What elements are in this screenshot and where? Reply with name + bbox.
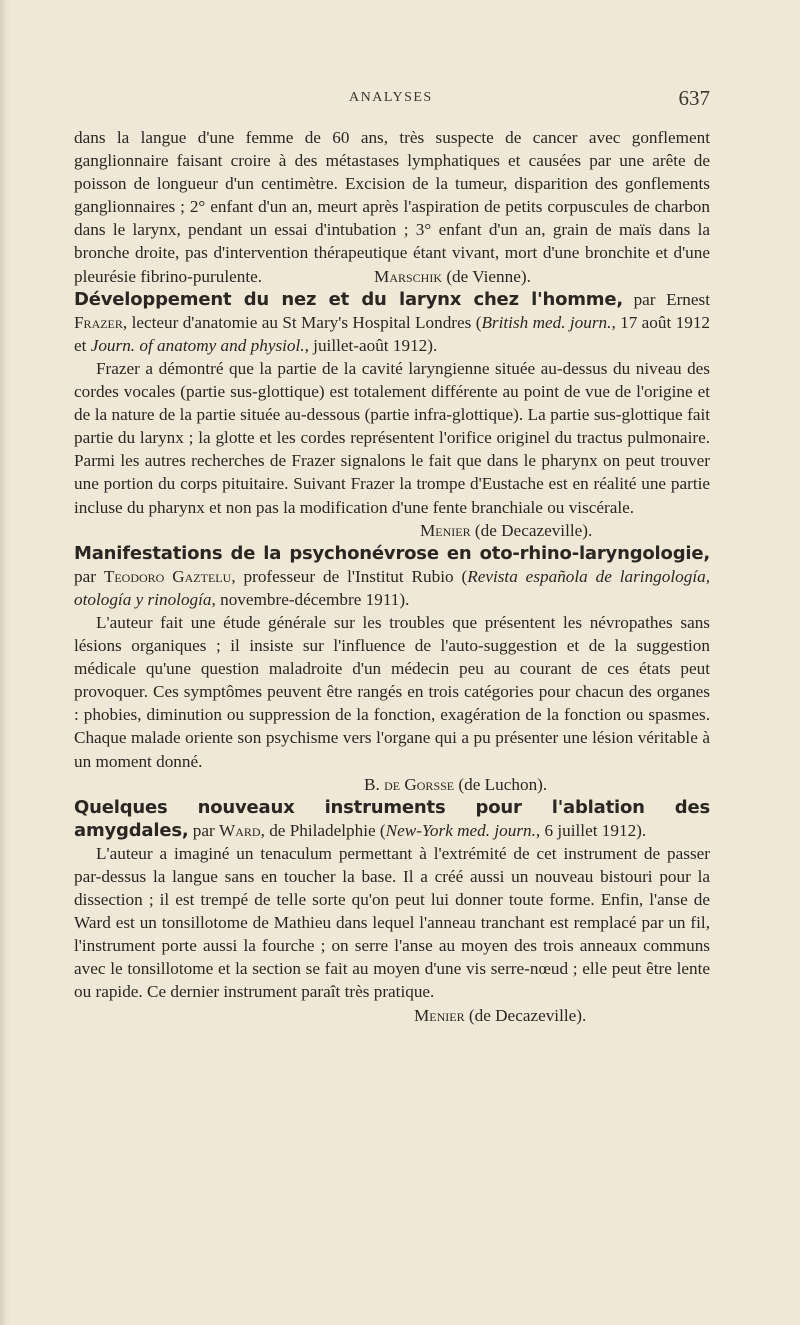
page-binding-edge	[0, 0, 10, 1325]
article-title: Manifestations de la psychonévrose en oto-rhino-laryngologie,	[74, 542, 710, 564]
signature-place: (de Vienne).	[446, 266, 531, 286]
signature-place: (de Luchon).	[454, 774, 548, 794]
signature-place: (de Decazeville).	[474, 520, 593, 540]
signature-place: (de Decazeville).	[464, 1005, 587, 1025]
page-number: 637	[678, 86, 710, 110]
continued-text: dans la langue d'une femme de 60 ans, très suspecte de cancer avec gonflement ganglionnaire faisant croire à des métastases lymphatiques et causées par une arête de poisson de longueur d'un centimètre. Excision de la tumeur, disparition des gonflements ganglionnaires ; 2° enfant d'un an, meurt après l'aspiration de petits corpuscules de charbon dans le larynx, pendant un essai d'intubation ; 3° enfant d'un an, grain de maïs dans la bronche droite, pas d'intervention thérapeutique étant vivant, mort d'une bronchite et d'une pleurésie fibrino-purulente.	[74, 128, 710, 286]
article-author: Ward	[219, 820, 261, 840]
article-affiliation: , lecteur d'anatomie au St Mary's Hospital Londres (	[122, 312, 482, 332]
article-journal: Revista española de laringología, otología y rinología	[74, 566, 710, 609]
article-affiliation: , professeur de l'Institut Rubio (	[231, 566, 468, 586]
signature	[74, 773, 710, 796]
signature-initial: B.	[364, 774, 385, 794]
article-date: , 6 juillet 1912).	[535, 820, 647, 840]
article-journal: British med. journ.	[481, 312, 612, 332]
signature	[74, 519, 710, 542]
signature-author: Marschik	[374, 266, 443, 286]
article-by: par	[188, 820, 220, 840]
article-heading	[74, 288, 710, 357]
article-date: , novembre-décembre 1911).	[211, 589, 410, 609]
article-author: Teodoro Gaztelu	[103, 566, 232, 586]
article-heading	[74, 796, 710, 842]
page-body	[74, 126, 710, 1027]
running-head: ANALYSES	[349, 90, 433, 105]
article-affiliation: , de Philadelphie (	[260, 820, 386, 840]
signature-author: Menier	[420, 520, 471, 540]
signature	[74, 1004, 710, 1027]
article-title: Développement du nez et du larynx chez l'homme,	[74, 288, 623, 310]
signature-author: de Gorsse	[384, 774, 455, 794]
article-body: L'auteur fait une étude générale sur les troubles que présentent les névropathes sans lésions organiques ; il insiste sur l'influence de l'auto-suggestion et de la suggestion médicale qu'une question maladroite d'un médecin peu au courant de ces états peut provoquer. Ces symptômes peuvent être rangés en trois catégories pour chacun des organes : phobies, diminution ou suppression de la fonction, exagération de la fonction ou spasmes. Chaque malade oriente son psychisme vers l'organe qui a pu présenter une lésion véritable à un moment donné.	[74, 612, 710, 771]
article-title: Quelques nouveaux instruments pour l'ablation des amygdales,	[74, 796, 710, 841]
article-date: , 17 août 1912 et	[74, 312, 711, 355]
article-journal: New-York med. journ.	[385, 820, 536, 840]
article-journal-2: Journ. of anatomy and physiol.	[90, 335, 305, 355]
article-body: L'auteur a imaginé un tenaculum permettant à l'extrémité de cet instrument de passer par-dessus la langue sans en toucher la base. Il a créé aussi un nouveau bistouri pour la dissection ; il est trempé de telle sorte qu'on peut lui donner toute forme. Enfin, l'anse de Ward est un tonsillotome de Mathieu dans lequel l'anneau tranchant est remplacé par un fil, l'instrument porte aussi la fourche ; on serre l'anse au moyen des trois anneaux communs avec le tonsillotome et la section se fait au moyen d'une vis serre-nœud ; elle peut être lente ou rapide. Ce dernier instrument paraît très pratique.	[74, 843, 710, 1002]
article-by: par Ernest	[623, 289, 710, 309]
page-header	[74, 86, 710, 116]
article-by: par	[74, 566, 104, 586]
continued-paragraph	[74, 126, 710, 288]
signature-author: Menier	[414, 1005, 465, 1025]
article-date-2: , juillet-août 1912).	[304, 335, 438, 355]
article-heading	[74, 542, 710, 611]
signature	[262, 267, 531, 286]
article-author: Frazer	[74, 312, 123, 332]
article-body: Frazer a démontré que la partie de la cavité laryngienne située au-dessus du niveau des cordes vocales (partie sus-glottique) est totalement différente au point de vue de l'origine et de la nature de la partie située au-dessous (partie infra-glottique). La partie sus-glottique fait partie du larynx ; la glotte et les cordes représentent l'orifice originel du tractus pulmonaire. Parmi les autres recherches de Frazer signalons le fait que dans le pharynx on peut trouver une portion du corps pituitaire. Suivant Frazer la trompe d'Eustache est en réalité une partie incluse du pharynx et non pas la modification d'une fente branchiale ou viscérale.	[74, 358, 710, 517]
